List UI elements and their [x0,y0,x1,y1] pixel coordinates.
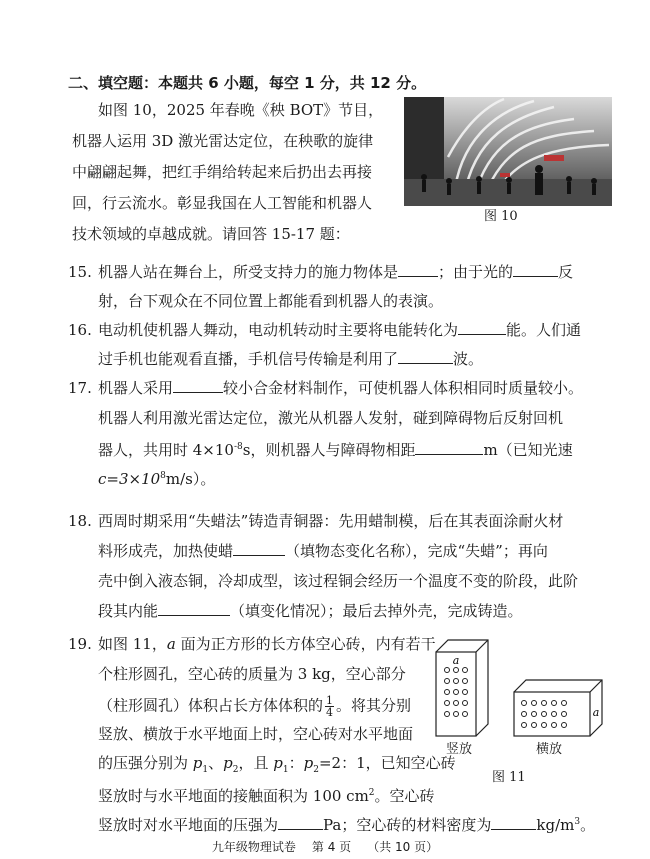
q19-text-3a: （柱形圆孔）体积占长方体体积的 [98,696,324,715]
q15-text-1c: 反 [558,263,574,281]
figure10-caption: 图 10 [484,209,518,224]
q19-text-7b: Pa；空心砖的材料密度为 [323,816,492,834]
intro-line-5: 技术领域的卓越成就。请回答 15-17 题： [72,225,350,243]
q17-text-1b: 较小合金材料制作，可使机器人体积相同时质量较小。 [223,379,584,397]
fraction-denominator: 4 [326,706,334,719]
intro-line-1: 如图 10，2025 年春晚《秧 BOT》节目， [98,101,384,119]
q18-line-1 [68,511,563,531]
q17-answer-blank-1[interactable] [173,378,223,393]
q17-text-1a: 机器人采用 [98,379,174,397]
q17-line-3 [98,437,573,460]
fraction-one-quarter [325,695,334,718]
q15-text-1b: ；由于光的 [438,263,514,281]
figure10-photo [404,97,612,206]
q17-exponent-2: 8 [160,471,166,481]
q18-text-1: 西周时期采用“失蜡法”铸造青铜器：先用蜡制模，后在其表面涂耐火材 [98,512,564,530]
q16-text-2a: 过手机也能观看直播，手机信号传输是利用了 [98,350,399,368]
subscript: 1 [202,765,209,775]
q17-line-2: 机器人利用激光雷达定位，激光从机器人发射，碰到障碍物后反射回机 [98,409,564,427]
q18-answer-blank-1[interactable] [233,541,285,556]
ratio-colon: ： [288,754,304,772]
footer-total-pages: （共 10 页） [367,840,439,854]
q19-line-5 [98,753,456,780]
q17-line-4 [98,466,215,489]
question-number: 16. [68,321,92,339]
q19-text-6a: 竖放时与水平地面的接触面积为 100 cm [98,787,369,805]
q17-exponent: -8 [233,442,243,452]
q18-line-3: 壳中倒入液态铜，冷却成型，该过程铜会经历一个温度不变的阶段，此阶 [98,572,579,590]
question-number: 17. [68,379,92,397]
q19-text-3b: 。将其分别 [336,696,412,715]
q19-text-7d: 。 [580,816,596,834]
q19-text-7a: 竖放时对水平地面的压强为 [98,816,279,834]
figure11-diagram [430,630,630,740]
subscript: 2 [232,765,239,775]
q19-text-5a: 的压强分别为 [98,754,193,772]
subscript: 2 [313,765,319,775]
q19-text-7c: kg/m [536,816,575,834]
q17-text-4b: m/s）。 [165,470,216,488]
q17-text-3a: 器人，共用时 4×10 [98,441,234,459]
q17-line-1 [68,378,583,398]
intro-line-4: 回，行云流水。彰显我国在人工智能和机器人 [72,194,373,212]
pressure-symbol: p [303,754,314,772]
q16-line-1 [68,320,581,340]
q17-text-3b: s，则机器人与障碍物相距 [242,441,416,459]
subscript: 1 [282,765,289,775]
pressure-symbol: p [192,754,203,772]
q19-text-6b: 。空心砖 [374,787,435,805]
q19-answer-blank-1[interactable] [278,815,323,830]
figure11-label-vertical: 竖放 [446,742,473,757]
q16-text-1a: 电动机使机器人舞动，电动机转动时主要将电能转化为 [98,321,459,339]
figure11-label-horizontal: 横放 [536,742,563,757]
q19-answer-blank-2[interactable] [491,815,536,830]
q16-text-2b: 波。 [453,350,484,368]
q15-answer-blank-1[interactable] [398,262,438,277]
q15-text-1a: 机器人站在舞台上，所受支持力的施力物体是 [98,263,399,281]
pressure-symbol: p [223,754,233,772]
q17-text-4a: c=3×10 [98,470,161,488]
intro-line-3: 中翩翩起舞，把红手绢给转起来后扔出去再接 [72,163,373,181]
q17-answer-blank-2[interactable] [415,440,483,455]
page-footer [0,838,650,855]
q18-text-4b: （填变化情况）；最后去掉外壳，完成铸造。 [230,602,523,620]
q15-answer-blank-2[interactable] [513,262,558,277]
q17-text-3c: m（已知光速 [483,441,573,459]
figure11-caption: 图 11 [492,770,526,785]
q16-answer-blank-2[interactable] [398,349,453,364]
q19-line-6 [98,783,435,806]
q19-text-1c: 面为正方形的长方体空心砖，内有若干 [175,635,436,653]
footer-page-number: 第 4 页 [311,840,352,854]
q16-text-1b: 能。人们通 [506,321,582,339]
separator: 、 [208,754,224,772]
q18-text-2b: （填物态变化名称），完成“失蜡”；再向 [285,542,548,560]
question-number: 19. [68,635,92,653]
q19-line-7 [98,812,595,835]
section-title: 二、填空题：本题共 6 小题，每空 1 分，共 12 分。 [68,74,427,92]
q15-line-1 [68,262,573,282]
question-number: 18. [68,512,92,530]
q18-text-4a: 段其内能 [98,602,159,620]
q19-text-5c: ，且 [238,754,274,772]
q18-line-2 [98,541,548,561]
q16-line-2 [98,349,483,369]
q19-line-1 [68,634,436,654]
q19-line-4: 竖放、横放于水平地面上时，空心砖对水平地面 [98,725,414,743]
superscript: 2 [368,788,375,798]
q19-text-1a: 如图 11， [98,635,167,653]
q19-face-label: a [166,635,176,653]
q19-line-3 [98,695,411,718]
q19-line-2: 个柱形圆孔，空心砖的质量为 3 kg，空心部分 [98,665,406,683]
pressure-symbol: p [273,754,283,772]
q18-line-4 [98,601,523,621]
q16-answer-blank-1[interactable] [458,320,506,335]
intro-line-2: 机器人运用 3D 激光雷达定位，在秧歌的旋律 [72,132,374,150]
superscript: 3 [574,817,581,827]
q18-answer-blank-2[interactable] [158,601,230,616]
question-number: 15. [68,263,92,281]
fraction-numerator: 1 [326,694,334,707]
footer-exam-title: 九年级物理试卷 [211,840,296,854]
q18-text-2a: 料形成壳，加热使蜡 [98,542,234,560]
q15-line-2: 射，台下观众在不同位置上都能看到机器人的表演。 [98,292,444,310]
q19-text-5e: =2：1，已知空心砖 [318,754,456,772]
figure11-label-a-side: a [592,706,600,719]
figure11-label-a-top: a [452,654,460,667]
